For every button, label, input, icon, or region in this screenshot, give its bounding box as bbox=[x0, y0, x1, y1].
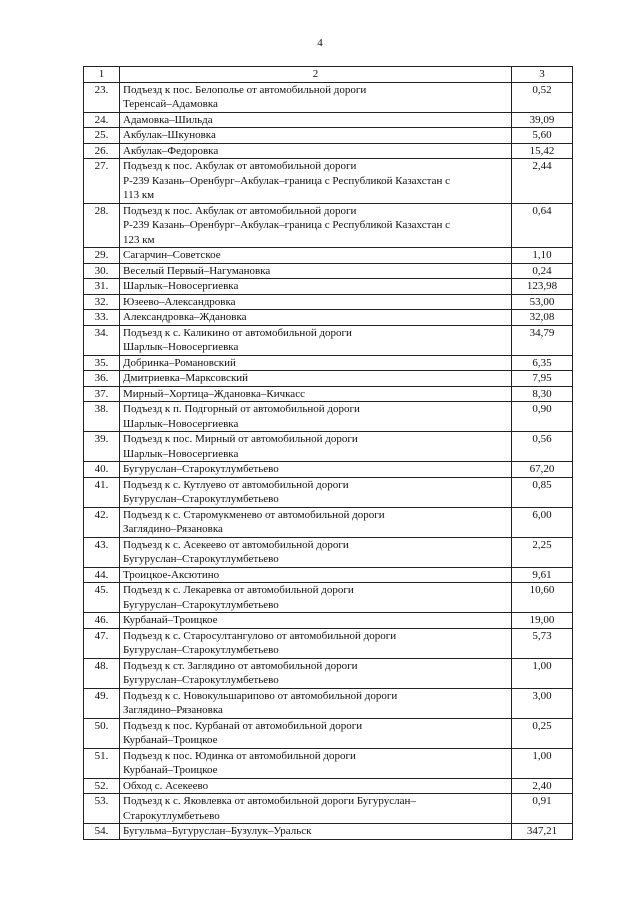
road-length: 1,00 bbox=[512, 748, 573, 778]
road-name: Юзеево–Александровка bbox=[120, 294, 512, 310]
row-number: 39. bbox=[84, 432, 120, 462]
table-row bbox=[84, 248, 573, 264]
road-length: 0,64 bbox=[512, 203, 573, 248]
table-row bbox=[84, 688, 573, 718]
row-number: 49. bbox=[84, 688, 120, 718]
road-length: 2,25 bbox=[512, 537, 573, 567]
road-length: 0,56 bbox=[512, 432, 573, 462]
row-number: 43. bbox=[84, 537, 120, 567]
road-length: 0,85 bbox=[512, 477, 573, 507]
table-row bbox=[84, 718, 573, 748]
table-row bbox=[84, 477, 573, 507]
row-number: 53. bbox=[84, 794, 120, 824]
road-length: 3,00 bbox=[512, 688, 573, 718]
row-number: 33. bbox=[84, 310, 120, 326]
row-number: 51. bbox=[84, 748, 120, 778]
road-length: 1,10 bbox=[512, 248, 573, 264]
road-name: Подъезд к пос. Мирный от автомобильной дороги Шарлык–Новосергиевка bbox=[120, 432, 512, 462]
road-length: 67,20 bbox=[512, 462, 573, 478]
road-length: 32,08 bbox=[512, 310, 573, 326]
table-row bbox=[84, 294, 573, 310]
road-name: Подъезд к с. Асекеево от автомобильной дороги Бугуруслан–Старокутлумбетьево bbox=[120, 537, 512, 567]
row-number: 30. bbox=[84, 263, 120, 279]
row-number: 48. bbox=[84, 658, 120, 688]
row-number: 27. bbox=[84, 159, 120, 204]
row-number: 32. bbox=[84, 294, 120, 310]
table-row bbox=[84, 824, 573, 840]
row-number: 54. bbox=[84, 824, 120, 840]
road-length: 347,21 bbox=[512, 824, 573, 840]
road-name: Подъезд к пос. Юдинка от автомобильной дороги Курбанай–Троицкое bbox=[120, 748, 512, 778]
table-row bbox=[84, 325, 573, 355]
road-name: Подъезд к пос. Курбанай от автомобильной дороги Курбанай–Троицкое bbox=[120, 718, 512, 748]
road-name: Обход с. Асекеево bbox=[120, 778, 512, 794]
road-name: Подъезд к с. Лекаревка от автомобильной дороги Бугуруслан–Старокутлумбетьево bbox=[120, 583, 512, 613]
table-row bbox=[84, 613, 573, 629]
header-col-number: 1 bbox=[84, 67, 120, 83]
road-length: 5,60 bbox=[512, 128, 573, 144]
table-row bbox=[84, 567, 573, 583]
road-length: 53,00 bbox=[512, 294, 573, 310]
row-number: 38. bbox=[84, 402, 120, 432]
row-number: 28. bbox=[84, 203, 120, 248]
road-length: 10,60 bbox=[512, 583, 573, 613]
road-name: Дмитриевка–Марксовский bbox=[120, 371, 512, 387]
row-number: 52. bbox=[84, 778, 120, 794]
road-length: 5,73 bbox=[512, 628, 573, 658]
road-name: Подъезд к с. Яковлевка от автомобильной дороги Бугуруслан– Старокутлумбетьево bbox=[120, 794, 512, 824]
table-row bbox=[84, 355, 573, 371]
row-number: 23. bbox=[84, 82, 120, 112]
table-row bbox=[84, 310, 573, 326]
road-name: Шарлык–Новосергиевка bbox=[120, 279, 512, 295]
table-row bbox=[84, 128, 573, 144]
road-name: Акбулак–Федоровка bbox=[120, 143, 512, 159]
road-name: Акбулак–Шкуновка bbox=[120, 128, 512, 144]
road-name: Добринка–Романовский bbox=[120, 355, 512, 371]
road-length: 0,52 bbox=[512, 82, 573, 112]
table-row bbox=[84, 82, 573, 112]
row-number: 44. bbox=[84, 567, 120, 583]
table-row bbox=[84, 628, 573, 658]
header-col-name: 2 bbox=[120, 67, 512, 83]
table-row bbox=[84, 402, 573, 432]
road-name: Подъезд к с. Старомукменево от автомобильной дороги Заглядино–Рязановка bbox=[120, 507, 512, 537]
row-number: 37. bbox=[84, 386, 120, 402]
road-name: Адамовка–Шильда bbox=[120, 112, 512, 128]
road-length: 9,61 bbox=[512, 567, 573, 583]
road-name: Подъезд к пос. Акбулак от автомобильной дороги Р-239 Казань–Оренбург–Акбулак–граница с Республикой Казахстан с 123 км bbox=[120, 203, 512, 248]
row-number: 42. bbox=[84, 507, 120, 537]
road-name: Троицкое-Аксютино bbox=[120, 567, 512, 583]
row-number: 41. bbox=[84, 477, 120, 507]
table-row bbox=[84, 583, 573, 613]
road-length: 2,40 bbox=[512, 778, 573, 794]
road-name: Веселый Первый–Нагумановка bbox=[120, 263, 512, 279]
road-name: Подъезд к с. Новокульшарипово от автомобильной дороги Заглядино–Рязановка bbox=[120, 688, 512, 718]
road-name: Подъезд к с. Старосултангулово от автомобильной дороги Бугуруслан–Старокутлумбетьево bbox=[120, 628, 512, 658]
table-row bbox=[84, 794, 573, 824]
roads-table-body bbox=[84, 67, 573, 840]
road-name: Сагарчин–Советское bbox=[120, 248, 512, 264]
row-number: 29. bbox=[84, 248, 120, 264]
road-name: Мирный–Хортица–Ждановка–Кичкасс bbox=[120, 386, 512, 402]
table-row bbox=[84, 748, 573, 778]
table-row bbox=[84, 537, 573, 567]
road-length: 7,95 bbox=[512, 371, 573, 387]
table-row bbox=[84, 371, 573, 387]
table-row bbox=[84, 778, 573, 794]
table-row bbox=[84, 462, 573, 478]
row-number: 26. bbox=[84, 143, 120, 159]
table-row bbox=[84, 112, 573, 128]
table-row bbox=[84, 159, 573, 204]
road-name: Бугульма–Бугуруслан–Бузулук–Уральск bbox=[120, 824, 512, 840]
row-number: 47. bbox=[84, 628, 120, 658]
road-name: Подъезд к с. Каликино от автомобильной дороги Шарлык–Новосергиевка bbox=[120, 325, 512, 355]
row-number: 36. bbox=[84, 371, 120, 387]
roads-table bbox=[83, 66, 573, 840]
table-row bbox=[84, 143, 573, 159]
table-row bbox=[84, 263, 573, 279]
road-name: Подъезд к с. Кутлуево от автомобильной дороги Бугуруслан–Старокутлумбетьево bbox=[120, 477, 512, 507]
road-length: 6,00 bbox=[512, 507, 573, 537]
road-length: 0,90 bbox=[512, 402, 573, 432]
table-row bbox=[84, 386, 573, 402]
road-name: Подъезд к пос. Белополье от автомобильной дороги Теренсай–Адамовка bbox=[120, 82, 512, 112]
table-row bbox=[84, 203, 573, 248]
road-length: 1,00 bbox=[512, 658, 573, 688]
road-length: 15,42 bbox=[512, 143, 573, 159]
header-col-length: 3 bbox=[512, 67, 573, 83]
row-number: 34. bbox=[84, 325, 120, 355]
road-name: Бугуруслан–Старокутлумбетьево bbox=[120, 462, 512, 478]
road-length: 39,09 bbox=[512, 112, 573, 128]
table-row bbox=[84, 658, 573, 688]
page-number: 4 bbox=[317, 37, 323, 49]
road-length: 8,30 bbox=[512, 386, 573, 402]
row-number: 45. bbox=[84, 583, 120, 613]
road-name: Курбанай–Троицкое bbox=[120, 613, 512, 629]
row-number: 40. bbox=[84, 462, 120, 478]
row-number: 24. bbox=[84, 112, 120, 128]
road-length: 6,35 bbox=[512, 355, 573, 371]
row-number: 35. bbox=[84, 355, 120, 371]
header-row bbox=[84, 67, 573, 83]
road-name: Подъезд к ст. Заглядино от автомобильной дороги Бугуруслан–Старокутлумбетьево bbox=[120, 658, 512, 688]
row-number: 50. bbox=[84, 718, 120, 748]
road-length: 2,44 bbox=[512, 159, 573, 204]
row-number: 31. bbox=[84, 279, 120, 295]
road-length: 19,00 bbox=[512, 613, 573, 629]
table-row bbox=[84, 432, 573, 462]
road-name: Александровка–Ждановка bbox=[120, 310, 512, 326]
road-length: 0,25 bbox=[512, 718, 573, 748]
road-length: 34,79 bbox=[512, 325, 573, 355]
table-row bbox=[84, 279, 573, 295]
road-length: 0,91 bbox=[512, 794, 573, 824]
road-length: 0,24 bbox=[512, 263, 573, 279]
row-number: 46. bbox=[84, 613, 120, 629]
road-name: Подъезд к п. Подгорный от автомобильной дороги Шарлык–Новосергиевка bbox=[120, 402, 512, 432]
road-length: 123,98 bbox=[512, 279, 573, 295]
row-number: 25. bbox=[84, 128, 120, 144]
road-name: Подъезд к пос. Акбулак от автомобильной дороги Р-239 Казань–Оренбург–Акбулак–граница с Республикой Казахстан с 113 км bbox=[120, 159, 512, 204]
table-row bbox=[84, 507, 573, 537]
